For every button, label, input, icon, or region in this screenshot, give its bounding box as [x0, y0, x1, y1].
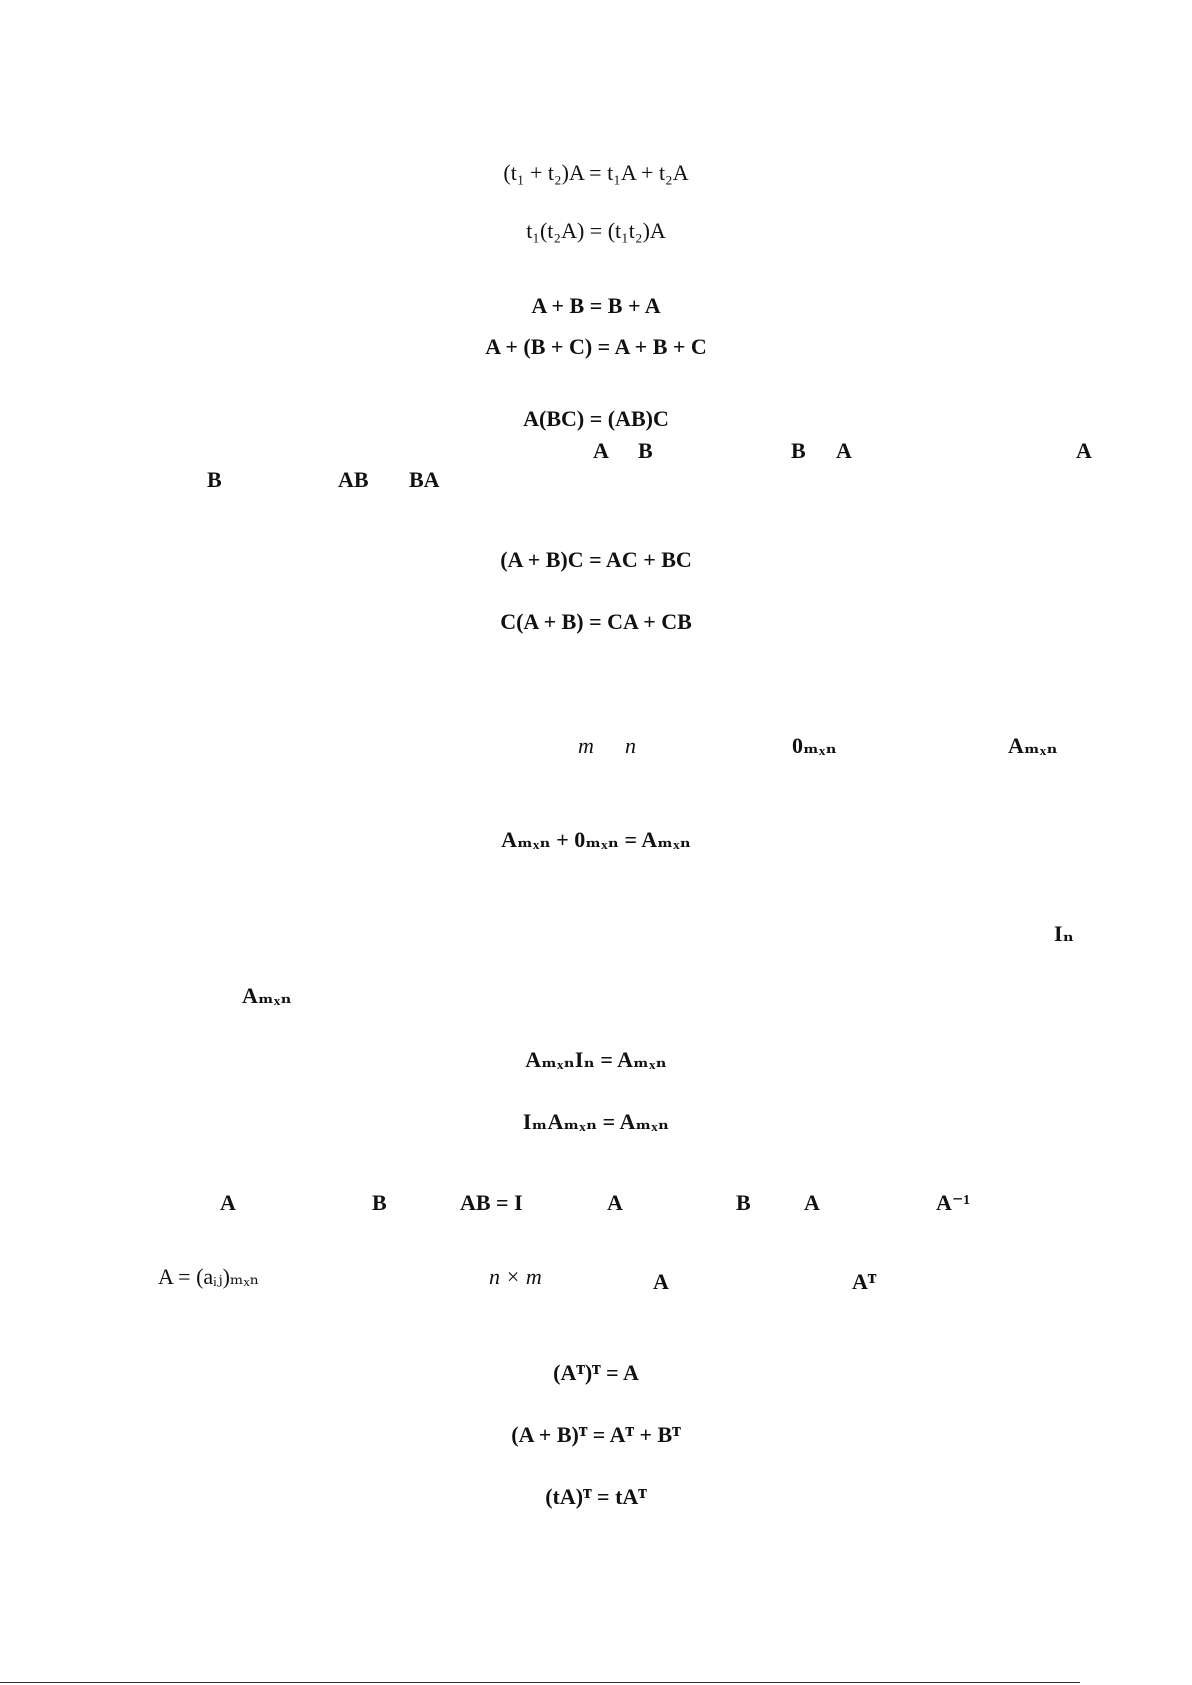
fragment-A: A: [804, 1190, 820, 1215]
fragment-BA: BA: [409, 467, 440, 492]
equation-text: (Aᵀ)ᵀ = A: [553, 1360, 639, 1385]
fragment-B: B: [736, 1190, 751, 1215]
equation-text: A + (B + C) = A + B + C: [485, 334, 707, 359]
fragment-A-transpose: Aᵀ: [852, 1269, 877, 1294]
equation-left-distributive: [0, 608, 1192, 636]
fragment-B: B: [638, 438, 653, 463]
fragment-m: m: [578, 733, 594, 758]
fragment-B: B: [207, 467, 222, 492]
fragment-A: A: [593, 438, 609, 463]
equation-identity-left: [0, 1108, 1192, 1136]
fragment-A-mxn: Aₘₓₙ: [1008, 733, 1058, 758]
fragment-n-by-m: n × m: [489, 1264, 542, 1289]
equation-transpose-sum: [0, 1421, 1192, 1449]
equation-text: AₘₓₙIₙ = Aₘₓₙ: [525, 1047, 667, 1072]
fragment-n: n: [625, 733, 636, 758]
fragment-B: B: [791, 438, 806, 463]
equation-mult-associative: [0, 405, 1192, 433]
fragment-A: A: [653, 1269, 669, 1294]
equation-scalar-associative: [0, 217, 1192, 245]
footer-divider: [0, 1682, 1080, 1683]
equation-text: A + B = B + A: [531, 293, 661, 318]
equation-scalar-distributive: [0, 159, 1192, 187]
fragment-transpose-def: A = (aᵢⱼ)ₘₓₙ: [158, 1264, 260, 1289]
equation-text: (t₁ + t₂)A = t₁A + t₂A: [503, 160, 689, 185]
equation-transpose-involution: [0, 1359, 1192, 1387]
equation-text: (A + B)ᵀ = Aᵀ + Bᵀ: [511, 1422, 681, 1447]
fragment-A: A: [836, 438, 852, 463]
fragment-identity-I: Iₙ: [1054, 921, 1074, 946]
equation-identity-right: [0, 1046, 1192, 1074]
fragment-A-mxn: Aₘₓₙ: [242, 983, 292, 1008]
equation-text: C(A + B) = CA + CB: [500, 609, 692, 634]
equation-transpose-scalar: [0, 1483, 1192, 1511]
equation-text: (tA)ᵀ = tAᵀ: [545, 1484, 647, 1509]
fragment-A: A: [607, 1190, 623, 1215]
equation-add-commutative: [0, 292, 1192, 320]
fragment-A-inverse: A⁻¹: [936, 1190, 971, 1215]
fragment-A: A: [1076, 438, 1092, 463]
fragment-A: A: [220, 1190, 236, 1215]
equation-zero-identity: [0, 826, 1192, 854]
fragment-inverse-eq: AB = I: [460, 1190, 523, 1215]
fragment-zero-matrix: 0ₘₓₙ: [792, 733, 837, 758]
fragment-B: B: [372, 1190, 387, 1215]
equation-text: (A + B)C = AC + BC: [500, 547, 692, 572]
equation-text: t₁(t₂A) = (t₁t₂)A: [526, 218, 666, 243]
equation-text: A(BC) = (AB)C: [523, 406, 669, 431]
fragment-AB: AB: [338, 467, 369, 492]
equation-add-associative: [0, 333, 1192, 361]
equation-text: Aₘₓₙ + 0ₘₓₙ = Aₘₓₙ: [501, 827, 691, 852]
equation-right-distributive: [0, 546, 1192, 574]
equation-text: IₘAₘₓₙ = Aₘₓₙ: [522, 1109, 670, 1134]
